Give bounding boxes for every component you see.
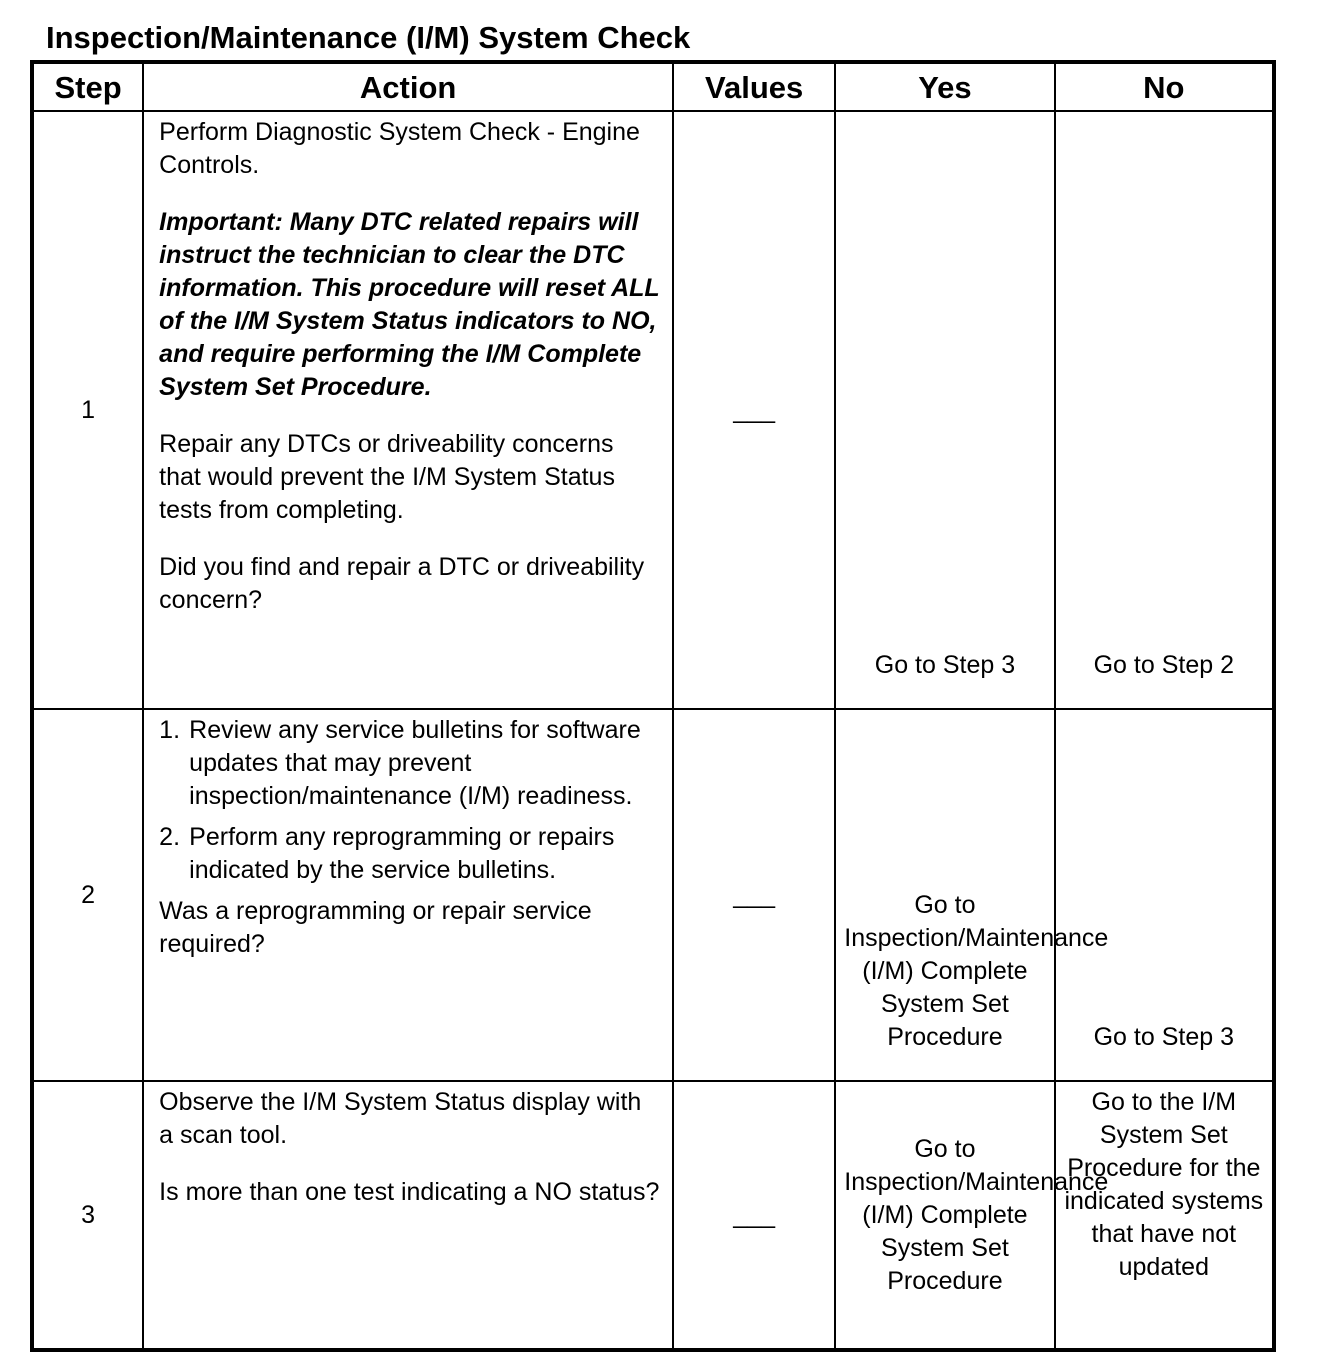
header-action: Action [143, 62, 673, 111]
page-title: Inspection/Maintenance (I/M) System Check [46, 20, 691, 55]
table-row-step-2 [32, 709, 1274, 1081]
list-item-number: 1. [159, 716, 181, 744]
list-item-number: 2. [159, 823, 181, 851]
yes-cell: Go to Inspection/Maintenance (I/M) Complete System Set Procedure [835, 1081, 1054, 1350]
header-step: Step [32, 62, 143, 111]
yes-cell: Go to Step 3 [835, 111, 1054, 709]
action-text: Repair any DTCs or driveability concerns that would prevent the I/M System Status tests from completing. [159, 430, 615, 524]
action-question: Was a reprogramming or repair service required? [159, 897, 592, 958]
header-yes: Yes [835, 62, 1054, 111]
step-number: 3 [32, 1081, 143, 1350]
system-check-table [30, 60, 1276, 1352]
header-row [32, 62, 1274, 111]
action-question: Is more than one test indicating a NO status? [159, 1178, 660, 1206]
values-cell: ___ [673, 111, 835, 709]
action-cell [143, 1081, 673, 1350]
action-text: Perform Diagnostic System Check - Engine Controls. [159, 118, 640, 179]
values-cell: ___ [673, 709, 835, 1081]
list-item-text: Review any service bulletins for software updates that may prevent inspection/maintenance (I/M) readiness. [189, 716, 641, 810]
yes-cell: Go to Inspection/Maintenance (I/M) Complete System Set Procedure [835, 709, 1054, 1081]
step-number: 1 [32, 111, 143, 709]
table-row-step-1 [32, 111, 1274, 709]
header-no: No [1055, 62, 1274, 111]
table-row-step-3 [32, 1081, 1274, 1350]
no-cell: Go to Step 2 [1055, 111, 1274, 709]
important-note: Important: Many DTC related repairs will instruct the technician to clear the DTC information. This procedure will reset ALL of the I/M System Status indicators to NO, and require performing the I/M Complete System Set Procedure. [159, 208, 660, 401]
action-text: Observe the I/M System Status display with a scan tool. [159, 1088, 642, 1149]
list-item [159, 714, 660, 813]
action-question: Did you find and repair a DTC or driveability concern? [159, 553, 645, 614]
action-cell [143, 111, 673, 709]
no-cell: Go to Step 3 [1055, 709, 1274, 1081]
header-values: Values [673, 62, 835, 111]
no-cell: Go to the I/M System Set Procedure for the indicated systems that have not updated [1055, 1081, 1274, 1350]
values-cell: ___ [673, 1081, 835, 1350]
action-steps-list [159, 714, 660, 887]
action-cell [143, 709, 673, 1081]
list-item-text: Perform any reprogramming or repairs indicated by the service bulletins. [189, 823, 615, 884]
step-number: 2 [32, 709, 143, 1081]
list-item [159, 821, 660, 887]
